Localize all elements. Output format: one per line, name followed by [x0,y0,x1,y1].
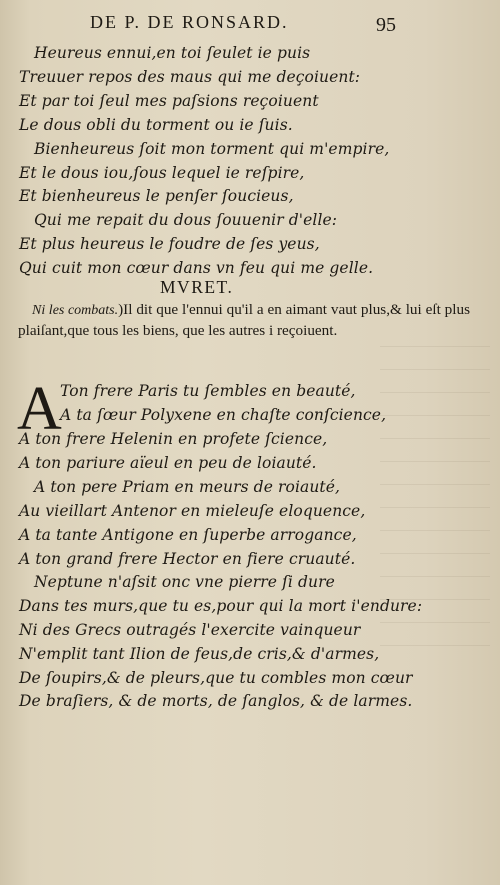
page-number: 95 [376,14,396,36]
commentary-lemma: Ni les combats. [32,303,119,318]
poem1-line: Et par toi ſeul mes paſsions reçoiuent [19,92,319,110]
poem2-line: Au vieillart Antenor en mieleuſe eloquence, [19,502,366,520]
poem1-line: Qui cuit mon cœur dans vn feu qui me gelle. [19,259,374,277]
poem2-line: Neptune n'aſsit onc vne pierre ſi dure [34,573,335,591]
poem1-line: Bienheureus ſoit mon torment qui m'empire, [34,140,390,158]
commentary-text: )Il dit que l'ennui qu'il a en aimant vaut plus,& lui eſt plus plaiſant,que tous les biens, que les autres i reçoiuent. [18,301,470,339]
poem1-line: Et bienheureus le penſer ſoucieus, [19,187,294,205]
poem2-line: A ton pariure aïeul en peu de loiauté. [19,454,317,472]
poem2-line: Dans tes murs,que tu es,pour qui la mort i'endure: [19,597,423,615]
poem2-line: A ta tante Antigone en ſuperbe arrogance, [19,526,357,544]
running-title: DE P. DE RONSARD. [90,12,289,32]
section-title: MVRET. [160,277,234,297]
commentary-paragraph [18,300,470,340]
poem2-line: A ta ſœur Polyxene en chaſte conſcience, [60,406,387,424]
poem1-line: Et le dous iou,ſous lequel ie reſpire, [19,164,305,182]
poem2-line: A ton grand frere Hector en fiere cruauté. [19,550,356,568]
poem2-line: De ſoupirs,& de pleurs,que tu combles mon cœur [19,669,413,687]
poem1-line: Heureus ennui,en toi ſeulet ie puis [34,44,311,62]
poem1-line: Treuuer repos des maus qui me deçoiuent: [19,68,361,86]
poem2-line: Ton frere Paris tu ſembles en beauté, [60,382,356,400]
poem2-line: A ton pere Priam en meurs de roiauté, [34,478,341,496]
poem2-line: De braſiers, & de morts, de ſanglos, & de larmes. [19,692,413,710]
poem2-line: Ni des Grecs outragés l'exercite vainqueur [19,621,361,639]
poem2-line: N'emplit tant Ilion de feus,de cris,& d'armes, [19,645,380,663]
poem1-line: Qui me repait du dous ſouuenir d'elle: [34,211,338,229]
drop-cap: A [17,375,62,443]
poem1-line: Le dous obli du torment ou ie ſuis. [19,116,293,134]
poem2-line: A ton frere Helenin en profete ſcience, [19,430,328,448]
poem1-line: Et plus heureus le foudre de ſes yeus, [19,235,320,253]
